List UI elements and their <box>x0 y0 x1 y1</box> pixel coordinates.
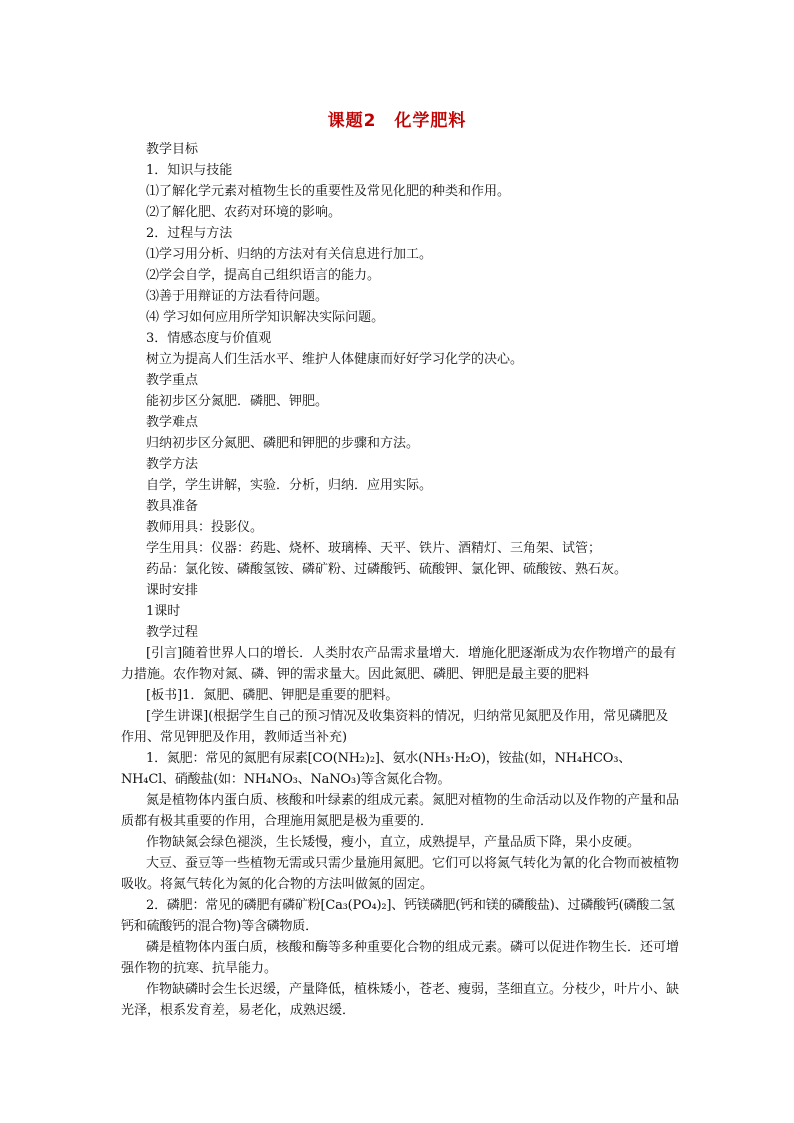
objective-heading-attitude: 3．情感态度与价值观 <box>146 331 272 346</box>
objective-item: ⑴了解化学元素对植物生长的重要性及常见化肥的种类和作用。 <box>146 184 511 199</box>
teacher-materials: 教师用具：投影仪。 <box>146 520 264 535</box>
difficulties-text: 归纳初步区分氮肥、磷肥和钾肥的步骤和方法。 <box>146 436 420 451</box>
key-points-text: 能初步区分氮肥．磷肥、钾肥。 <box>146 394 329 409</box>
section-heading-key-points: 教学重点 <box>146 373 199 388</box>
objective-heading-knowledge: 1．知识与技能 <box>146 163 233 178</box>
phosphorus-deficiency-paragraph: 作物缺磷时会生长迟缓，产量降低，植株矮小，苍老、瘦弱，茎细直立。分枝少，叶片小、缺光泽，根系发育差，易老化，成熟迟缓． <box>121 982 680 1018</box>
section-heading-materials: 教具准备 <box>146 499 199 514</box>
section-heading-process: 教学过程 <box>146 625 199 640</box>
objective-item: ⑷ 学习如何应用所学知识解决实际问题。 <box>146 310 385 325</box>
section-heading-objectives: 教学目标 <box>146 142 199 157</box>
objective-item: ⑵学会自学，提高自己组织语言的能力。 <box>146 268 381 283</box>
nitrogen-fertilizer-paragraph: 1．氮肥：常见的氮肥有尿素[CO(NH₂)₂]、氨水(NH₃·H₂O)，铵盐(如，NH₄HCO₃、NH₄Cl、硝酸盐(如：NH₄NO₃、NaNO₃)等含氮化合物。 <box>121 751 632 787</box>
nitrogen-role-paragraph: 氮是植物体内蛋白质、核酸和叶绿素的组成元素。氮肥对植物的生命活动以及作物的产量和品质都有极其重要的作用，合理施用氮肥是极为重要的． <box>121 793 680 829</box>
section-heading-difficulties: 教学难点 <box>146 415 199 430</box>
schedule-text: 1课时 <box>146 604 181 619</box>
nitrogen-fixation-paragraph: 大豆、蚕豆等一些植物无需或只需少量施用氮肥。它们可以将氮气转化为氰的化合物而被植物吸收。将氮气转化为氮的化合物的方法叫做氮的固定。 <box>121 856 680 892</box>
phosphate-fertilizer-paragraph: 2．磷肥：常见的磷肥有磷矿粉[Ca₃(PO₄)₂]、钙镁磷肥(钙和镁的磷酸盐)、过磷酸钙(磷酸二氢钙和硫酸钙的混合物)等含磷物质． <box>121 898 675 934</box>
intro-paragraph: [引言]随着世界人口的增长．人类肘农产品需求量增大．增施化肥逐渐成为农作物增产的最有力措施。农作物对氮、磷、钾的需求量大。因此氮肥、磷肥、钾肥是最主要的肥料 <box>121 646 677 682</box>
board-note: [板书]1．氮肥、磷肥、钾肥是重要的肥料。 <box>146 688 399 703</box>
objective-item: ⑵了解化肥、农药对环境的影响。 <box>146 205 342 220</box>
student-materials: 学生用具：仪器：药匙、烧杯、玻璃棒、天平、铁片、酒精灯、三角架、试管； <box>146 541 602 556</box>
student-lecture-paragraph: [学生讲课](根据学生自己的预习情况及收集资料的情况，归纳常见氮肥及作用，常见磷肥及作用、常见钾肥及作用，教师适当补充) <box>121 709 669 745</box>
objective-item: ⑶善于用辩证的方法看待问题。 <box>146 289 329 304</box>
nitrogen-deficiency-paragraph: 作物缺氮会绿色褪淡，生长矮慢，瘦小，直立，成熟提早，产量品质下降，果小皮硬。 <box>146 835 641 850</box>
section-heading-schedule: 课时安排 <box>146 583 199 598</box>
document-body <box>121 139 681 1021</box>
objective-item: 树立为提高人们生活水平、维护人体健康而好好学习化学的决心。 <box>146 352 524 367</box>
document-title: 课题2 化学肥料 <box>327 111 467 131</box>
objective-item: ⑴学习用分析、归纳的方法对有关信息进行加工。 <box>146 247 433 262</box>
section-heading-methods: 教学方法 <box>146 457 199 472</box>
methods-text: 自学，学生讲解，实验．分析，归纳．应用实际。 <box>146 478 433 493</box>
chemicals-list: 药品：氯化铵、磷酸氢铵、磷矿粉、过磷酸钙、硫酸钾、氯化钾、硫酸铵、熟石灰。 <box>146 562 628 577</box>
objective-heading-process: 2．过程与方法 <box>146 226 233 241</box>
phosphorus-role-paragraph: 磷是植物体内蛋白质，核酸和酶等多种重要化合物的组成元素。磷可以促进作物生长．还可增强作物的抗寒、抗旱能力。 <box>121 940 680 976</box>
